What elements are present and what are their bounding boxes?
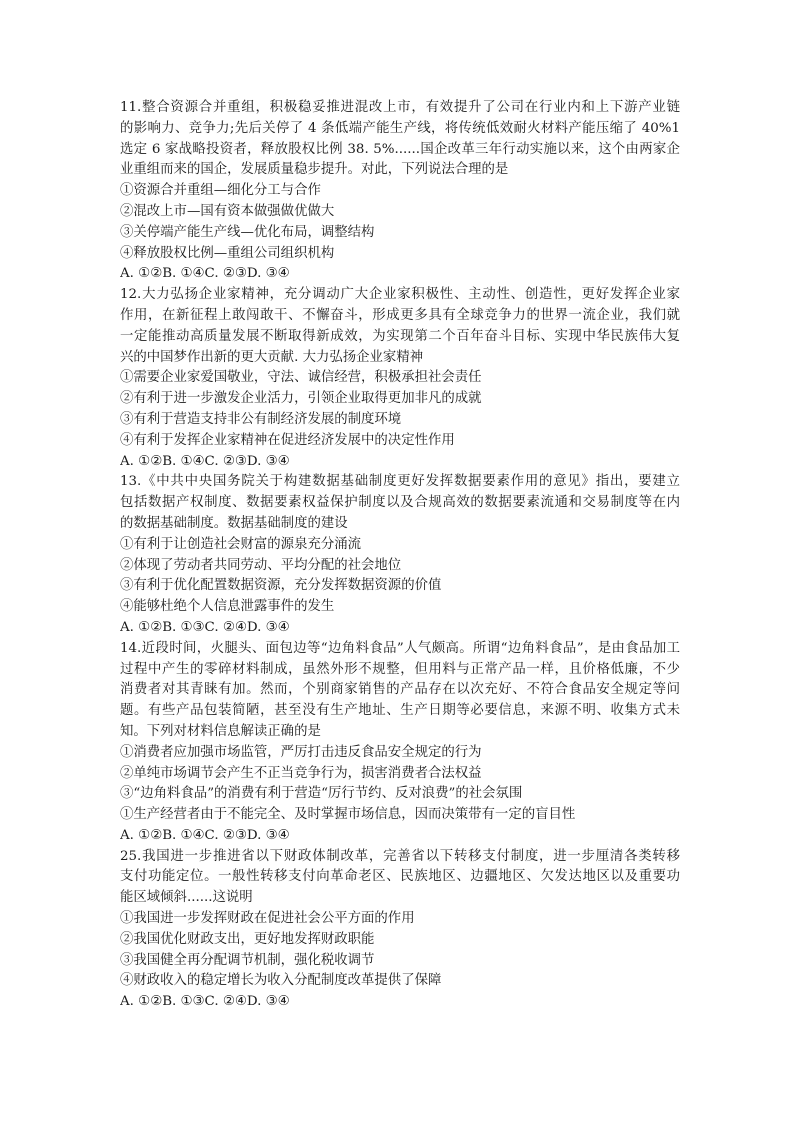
question-block — [120, 639, 680, 847]
question-stem: 14.近段时间，火腿头、面包边等“边角料食品”人气颇高。所谓“边角料食品”，是由食品加工 — [120, 640, 680, 656]
statement-option: ②有利于进一步激发企业活力，引领企业取得更加非凡的成就 — [120, 391, 482, 407]
question-stem-line: 包括数据产权制度、数据要素权益保护制度以及合规高效的数据要素流通和交易制度等在内 — [120, 495, 680, 511]
answer-choices: A. ①②B. ①③C. ②④D. ③④ — [120, 994, 290, 1010]
statement-option: ③我国健全再分配调节机制，强化税收调节 — [120, 952, 375, 968]
answer-choices: A. ①②B. ①④C. ②③D. ③④ — [120, 453, 290, 469]
statement-option: ③有利于营造支持非公有制经济发展的制度环境 — [120, 411, 402, 427]
question-stem-line: 的数据基础制度。数据基础制度的建设 — [120, 515, 348, 531]
question-stem-line: 过程中产生的零碎材料制成，虽然外形不规整，但用料与正常产品一样，且价格低廉，不少 — [120, 661, 680, 677]
statement-option: ④能够杜绝个人信息泄露事件的发生 — [120, 599, 335, 615]
statement-option: ④释放股权比例—重组公司组织机构 — [120, 245, 335, 261]
question-block — [120, 98, 680, 285]
statement-option: ③关停端产能生产线—优化布局，调整结构 — [120, 224, 375, 240]
question-stem: 11.整合资源合并重组，积极稳妥推进混改上市，有效提升了公司在行业内和上下游产业链 — [120, 100, 680, 115]
answer-choices: A. ①②B. ①④C. ②③D. ③④ — [120, 827, 290, 843]
question-block — [120, 472, 680, 638]
question-stem-line: 兴的中国梦作出新的更大贡献. 大力弘扬企业家精神 — [120, 349, 424, 365]
statement-option: ①需要企业家爱国敬业，守法、诚信经营，积极承担社会责任 — [120, 370, 482, 386]
question-stem-line: 消费者对其青睐有加。然而，个别商家销售的产品存在以次充好、不符合食品安全规定等问 — [120, 682, 680, 698]
statement-option: ④有利于发挥企业家精神在促进经济发展中的决定性作用 — [120, 432, 455, 448]
statement-option: ①我国进一步发挥财政在促进社会公平方面的作用 — [120, 911, 415, 927]
statement-option: ②体现了劳动者共同劳动、平均分配的社会地位 — [120, 557, 402, 573]
question-stem: 12.大力弘扬企业家精神，充分调动广大企业家积极性、主动性、创造性，更好发挥企业家 — [120, 287, 680, 303]
question-block — [120, 285, 680, 472]
question-list — [120, 98, 680, 1013]
statement-option: ②单纯市场调节会产生不正当竞争行为，损害消费者合法权益 — [120, 765, 482, 781]
question-stem-line: 选定 6 家战略投资者，释放股权比例 38. 5%......国企改革三年行动实施以来，这个由两家企 — [120, 141, 680, 157]
question-stem: 25.我国进一步推进省以下财政体制改革，完善省以下转移支付制度，进一步厘清各类转移 — [120, 848, 680, 864]
question-stem-line: 业重组而来的国企，发展质量稳步提升。对此，下列说法合理的是 — [120, 162, 509, 178]
question-stem-line: 题。有些产品包装简陋，甚至没有生产地址、生产日期等必要信息，来源不明、收集方式未 — [120, 703, 680, 719]
statement-option: ①有利于让创造社会财富的源泉充分涌流 — [120, 536, 362, 552]
answer-choices: A. ①②B. ①③C. ②④D. ③④ — [120, 619, 290, 635]
statement-option: ①消费者应加强市场监管，严厉打击违反食品安全规定的行为 — [120, 744, 482, 760]
question-stem-line: 支付功能定位。一般性转移支付向革命老区、民族地区、边疆地区、欠发达地区以及重要功 — [120, 869, 680, 885]
question-stem-line: 一定能推动高质量发展不断取得新成效，为实现第二个百年奋斗目标、实现中华民族伟大复 — [120, 328, 680, 344]
question-stem-line: 的影响力、竞争力;先后关停了 4 条低端产能生产线，将传统低效耐火材料产能压缩了 40%1 — [120, 120, 680, 136]
statement-option: ③“边角料食品”的消费有利于营造“厉行节约、反对浪费”的社会氛围 — [120, 786, 523, 802]
statement-option: ①生产经营者由于不能完全、及时掌握市场信息，因而决策带有一定的盲目性 — [120, 807, 576, 823]
statement-option: ③有利于优化配置数据资源，充分发挥数据资源的价值 — [120, 578, 442, 594]
question-stem-line: 能区域倾斜......这说明 — [120, 890, 253, 906]
statement-option: ①资源合并重组—细化分工与合作 — [120, 183, 321, 199]
statement-option: ②混改上市—国有资本做强做优做大 — [120, 203, 335, 219]
question-stem-line: 知。下列对材料信息解读正确的是 — [120, 723, 321, 739]
question-stem: 13.《中共中央国务院关于构建数据基础制度更好发挥数据要素作用的意见》指出，要建立 — [120, 474, 680, 490]
statement-option: ②我国优化财政支出，更好地发挥财政职能 — [120, 931, 375, 947]
question-stem-line: 作用，在新征程上敢闯敢干、不懈奋斗，形成更多具有全球竞争力的世界一流企业，我们就 — [120, 307, 680, 323]
question-block — [120, 847, 680, 1013]
statement-option: ④财政收入的稳定增长为收入分配制度改革提供了保障 — [120, 973, 442, 989]
answer-choices: A. ①②B. ①④C. ②③D. ③④ — [120, 266, 290, 282]
